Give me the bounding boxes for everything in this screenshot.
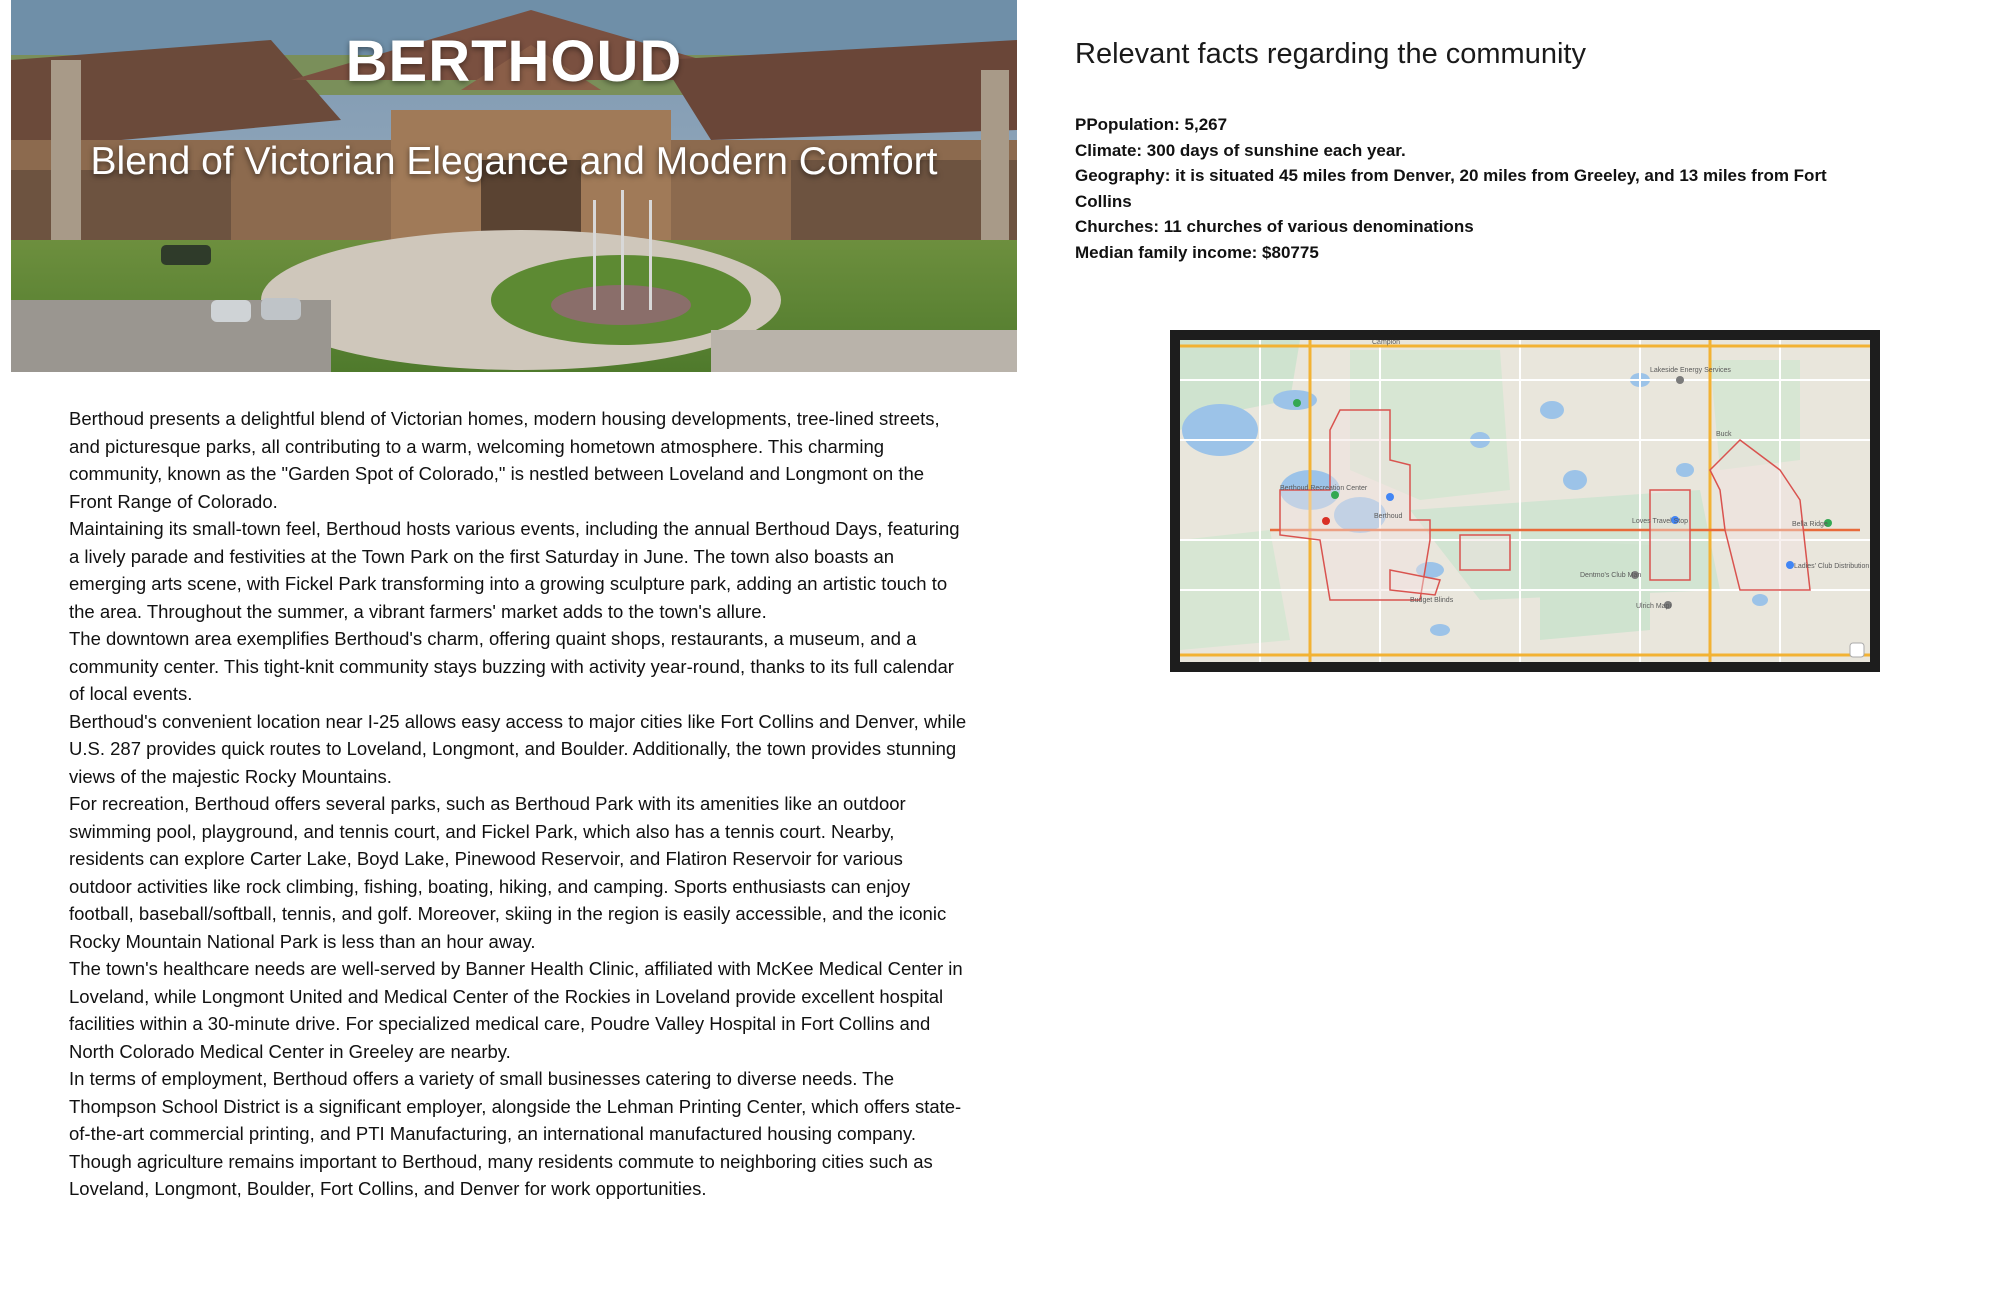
map-label: Loves Travel Stop [1632,518,1689,525]
map-label: Lakeside Energy Services [1650,367,1731,374]
fact-churches: Churches: 11 churches of various denominations [1075,217,1474,236]
fact-geography: Geography: it is situated 45 miles from Denver, 20 miles from Greeley, and 13 miles from Fort Collins [1075,166,1827,211]
map-control-icon[interactable] [1850,643,1864,657]
article-paragraph: Berthoud's convenient location near I-25 allows easy access to major cities like Fort Collins and Denver, while U.S. 287 provides quick routes to Loveland, Longmont, and Boulder. Additionally, the town provides stunning views of the majestic Rocky Mountains. [69,710,967,787]
map-label: Bella Ridge [1792,521,1828,528]
map-label: Ulrich Mapi [1636,603,1672,610]
facts-list [1075,112,1855,265]
article-paragraph: The town's healthcare needs are well-served by Banner Health Clinic, affiliated with McKee Medical Center in Loveland, while Longmont United and Medical Center of the Rockies in Loveland provide excellent hospital facilities within a 30-minute drive. For specialized medical care, Poudre Valley Hospital in Fort Collins and North Colorado Medical Center in Greeley are nearby. [69,958,963,1062]
facts-heading: Relevant facts regarding the community [1075,38,1586,70]
article-paragraph: Maintaining its small-town feel, Berthoud hosts various events, including the annual Berthoud Days, featuring a lively parade and festivities at the Town Park on the first Saturday in June. The town also boasts an emerging arts scene, with Fickel Park transforming into a growing sculpture park, adding an artistic touch to the area. Throughout the summer, a vibrant farmers' market adds to the town's allure. [69,518,960,622]
hero-banner [11,0,1017,372]
fact-climate: Climate: 300 days of sunshine each year. [1075,140,1406,160]
map-town-label: Berthoud [1374,513,1403,520]
map-label: Campion [1372,340,1401,346]
map-label: Berthoud Recreation Center [1280,485,1368,492]
hero-subtitle: Blend of Victorian Elegance and Modern Comfort [90,140,938,183]
fact-income: Median family income: $80775 [1075,242,1319,262]
map-frame [1170,330,1880,672]
article-paragraph: For recreation, Berthoud offers several parks, such as Berthoud Park with its amenities like an outdoor swimming pool, playground, and tennis court, and Fickel Park, which also has a tennis court. Nearby, residents can explore Carter Lake, Boyd Lake, Pinewood Reservoir, and Flatiron Reservoir for various outdoor activities like rock climbing, fishing, boating, hiking, and camping. Sports enthusiasts can enjoy football, baseball/softball, tennis, and golf. Moreover, skiing in the region is easily accessible, and the iconic Rocky Mountain National Park is less than an hour away. [69,793,947,952]
map-label: Budget Blinds [1410,597,1454,604]
article-paragraph: The downtown area exemplifies Berthoud's charm, offering quaint shops, restaurants, a museum, and a community center. This tight-knit community stays buzzing with activity year-round, thanks to its full calendar of local events. [69,628,954,704]
map-label: Buck [1716,431,1732,438]
article-body [69,405,969,1203]
town-map[interactable] [1180,340,1870,662]
article-paragraph: Berthoud presents a delightful blend of Victorian homes, modern housing developments, tree-lined streets, and picturesque parks, all contributing to a warm, welcoming hometown atmosphere. This charming community, known as the "Garden Spot of Colorado," is nestled between Loveland and Longmont on the Front Range of Colorado. [69,408,940,512]
map-label: Dentmo's Club Man [1580,572,1642,579]
article-paragraph: In terms of employment, Berthoud offers a variety of small businesses catering to diverse needs. The Thompson School District is a significant employer, alongside the Lehman Printing Center, which offers state-of-the-art commercial printing, and PTI Manufacturing, an international manufactured housing company. Though agriculture remains important to Berthoud, many residents commute to neighboring cities such as Loveland, Longmont, Boulder, Fort Collins, and Denver for work opportunities. [69,1068,962,1199]
map-label: Ladies' Club Distribution [1794,563,1870,570]
hero-title: BERTHOUD [345,29,683,94]
fact-population: PPopulation: 5,267 [1075,115,1228,134]
